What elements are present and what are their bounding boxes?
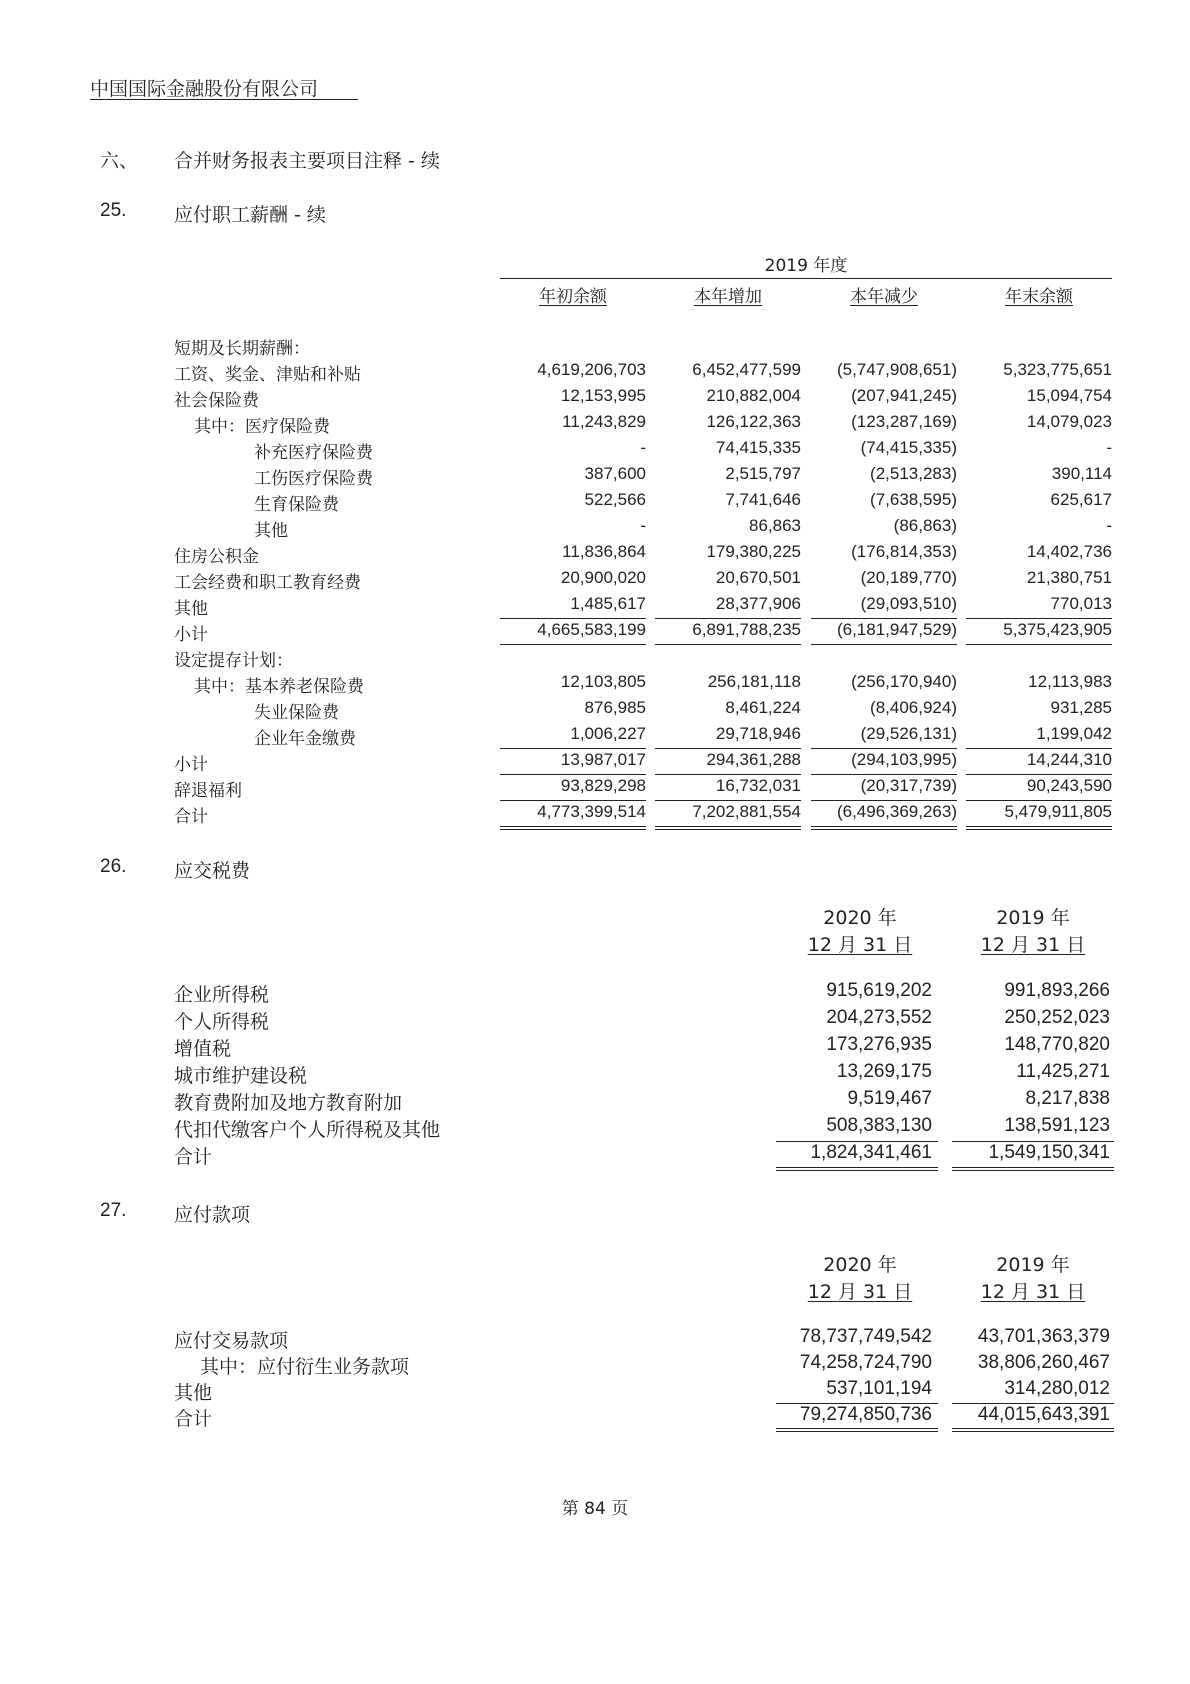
cell-closing: 390,114 (1051, 464, 1112, 483)
row-label: 合计 (174, 1408, 213, 1430)
cell-opening: 93,829,298 (560, 776, 646, 795)
total-double-rule (811, 826, 957, 830)
note-26-col-b-date: 12 月 31 日 (980, 934, 1086, 956)
subtotal-rule (655, 800, 801, 801)
subtotal-rule (500, 800, 646, 801)
cell-2019: 148,770,820 (1004, 1034, 1110, 1055)
cell-2019: 314,280,012 (1004, 1378, 1110, 1399)
cell-2020: 78,737,749,542 (799, 1326, 932, 1347)
cell-2019: 8,217,838 (1025, 1088, 1110, 1109)
cell-2020: 173,276,935 (826, 1034, 932, 1055)
total-double-rule (776, 1167, 938, 1171)
cell-closing: 12,113,983 (1028, 672, 1112, 691)
cell-increase: 16,732,031 (715, 776, 801, 795)
cell-increase: 256,181,118 (707, 672, 801, 691)
cell-2020: 204,273,552 (826, 1007, 932, 1028)
note-26-col-a-date: 12 月 31 日 (807, 934, 913, 956)
cell-2019: 138,591,123 (1004, 1115, 1110, 1136)
cell-decrease: (29,526,131) (860, 724, 957, 743)
cell-2020: 13,269,175 (836, 1061, 932, 1082)
cell-decrease: (8,406,924) (870, 698, 957, 717)
note-26-col-b-year: 2019 年 (996, 907, 1070, 929)
cell-2020: 74,258,724,790 (799, 1352, 932, 1373)
row-label: 应付交易款项 (174, 1330, 289, 1352)
cell-decrease: (20,317,739) (860, 776, 957, 795)
cell-increase: 7,741,646 (725, 490, 801, 509)
row-label: 其中：应付衍生业务款项 (200, 1356, 410, 1378)
cell-opening: 11,836,864 (562, 542, 646, 561)
table-row (0, 438, 1190, 462)
cell-opening: - (640, 516, 646, 535)
cell-increase: 6,891,788,235 (692, 620, 801, 639)
note-27-col-b-date: 12 月 31 日 (980, 1281, 1086, 1303)
subtotal-rule (952, 1141, 1114, 1142)
table-row (0, 1007, 1190, 1031)
table-row (0, 698, 1190, 722)
cell-2019: 43,701,363,379 (977, 1326, 1110, 1347)
row-label: 失业保险费 (254, 703, 339, 723)
cell-opening: - (640, 438, 646, 457)
cell-increase: 179,380,225 (706, 542, 801, 561)
cell-decrease: (74,415,335) (860, 438, 957, 457)
cell-2020: 915,619,202 (826, 980, 932, 1001)
cell-closing: 15,094,754 (1026, 386, 1112, 405)
subtotal-rule (966, 618, 1112, 619)
cell-decrease: (86,863) (893, 516, 957, 535)
cell-2019: 44,015,643,391 (977, 1404, 1110, 1425)
section-title: 合并财务报表主要项目注释 - 续 (174, 150, 440, 172)
row-label: 教育费附加及地方教育附加 (174, 1092, 403, 1114)
note-27-title: 应付款项 (174, 1204, 251, 1226)
subtotal-rule (776, 1403, 938, 1404)
cell-decrease: (6,496,369,263) (836, 802, 957, 821)
note-26-title: 应交税费 (174, 860, 251, 882)
col-header-increase: 本年增加 (694, 287, 762, 307)
cell-decrease: (2,513,283) (870, 464, 957, 483)
row-label: 社会保险费 (174, 391, 259, 411)
table-row (0, 1326, 1190, 1350)
cell-increase: 74,415,335 (715, 438, 801, 457)
subtotal-under-rule (966, 774, 1112, 775)
cell-closing: 625,617 (1050, 490, 1112, 509)
subtotal-under-rule (655, 774, 801, 775)
table-row (0, 334, 1190, 358)
table-row (0, 646, 1190, 670)
cell-2019: 991,893,266 (1004, 980, 1110, 1001)
cell-2020: 79,274,850,736 (799, 1404, 932, 1425)
total-double-rule (500, 826, 646, 830)
cell-opening: 12,103,805 (560, 672, 646, 691)
table-row (0, 594, 1190, 618)
table-row (0, 1088, 1190, 1112)
table-row (0, 1404, 1190, 1428)
table-row (0, 672, 1190, 696)
row-label: 小计 (174, 625, 208, 645)
table-row (0, 750, 1190, 774)
cell-closing: 14,244,310 (1026, 750, 1112, 769)
cell-decrease: (207,941,245) (851, 386, 957, 405)
cell-increase: 20,670,501 (715, 568, 801, 587)
subtotal-under-rule (500, 774, 646, 775)
subtotal-rule (966, 748, 1112, 749)
cell-opening: 4,773,399,514 (537, 802, 646, 821)
total-double-rule (776, 1428, 938, 1432)
row-label: 企业所得税 (174, 984, 270, 1006)
cell-closing: 90,243,590 (1026, 776, 1112, 795)
table-row (0, 568, 1190, 592)
subtotal-under-rule (811, 644, 957, 645)
row-label: 个人所得税 (174, 1011, 270, 1033)
subtotal-rule (500, 618, 646, 619)
cell-increase: 29,718,946 (715, 724, 801, 743)
note-27-number: 27. (100, 1200, 127, 1221)
subtotal-rule (655, 618, 801, 619)
cell-decrease: (7,638,595) (870, 490, 957, 509)
subtotal-rule (811, 748, 957, 749)
company-name: 中国国际金融股份有限公司 (90, 78, 319, 100)
row-label: 城市维护建设税 (174, 1065, 308, 1087)
subtotal-rule (811, 800, 957, 801)
row-label: 设定提存计划： (174, 651, 293, 671)
cell-decrease: (176,814,353) (851, 542, 957, 561)
cell-opening: 4,619,206,703 (537, 360, 646, 379)
row-label: 小计 (174, 755, 208, 775)
cell-decrease: (29,093,510) (860, 594, 957, 613)
row-label: 住房公积金 (174, 547, 259, 567)
note-25-title: 应付职工薪酬 - 续 (174, 204, 326, 226)
cell-increase: 2,515,797 (725, 464, 801, 483)
note-25-period: 2019 年度 (764, 256, 848, 276)
section-number: 六、 (100, 150, 139, 172)
cell-increase: 28,377,906 (715, 594, 801, 613)
table-row (0, 1142, 1190, 1166)
note-26-col-a-year: 2020 年 (823, 907, 897, 929)
table-row (0, 516, 1190, 540)
period-rule (500, 278, 1112, 279)
header-rule (90, 99, 358, 100)
cell-opening: 387,600 (584, 464, 646, 483)
cell-closing: 931,285 (1050, 698, 1112, 717)
row-label: 工伤医疗保险费 (254, 469, 373, 489)
cell-closing: 14,402,736 (1026, 542, 1112, 561)
cell-2019: 38,806,260,467 (977, 1352, 1110, 1373)
subtotal-under-rule (655, 644, 801, 645)
cell-2019: 250,252,023 (1004, 1007, 1110, 1028)
row-label: 其中：基本养老保险费 (194, 677, 364, 697)
row-label: 其他 (174, 1382, 213, 1404)
cell-closing: 5,479,911,805 (1004, 802, 1112, 821)
cell-opening: 1,006,227 (570, 724, 646, 743)
cell-increase: 210,882,004 (706, 386, 801, 405)
table-row (0, 1378, 1190, 1402)
cell-decrease: (123,287,169) (851, 412, 957, 431)
row-label: 工资、奖金、津贴和补贴 (174, 365, 361, 385)
col-header-closing: 年末余额 (1005, 287, 1073, 307)
cell-closing: 5,323,775,651 (1003, 360, 1112, 379)
cell-increase: 8,461,224 (725, 698, 801, 717)
cell-2020: 1,824,341,461 (810, 1142, 932, 1163)
cell-decrease: (5,747,908,651) (836, 360, 957, 379)
row-label: 企业年金缴费 (254, 729, 356, 749)
note-27-col-b-year: 2019 年 (996, 1254, 1070, 1276)
subtotal-rule (952, 1403, 1114, 1404)
cell-opening: 11,243,829 (562, 412, 646, 431)
row-label: 工会经费和职工教育经费 (174, 573, 361, 593)
cell-2020: 508,383,130 (826, 1115, 932, 1136)
note-26-number: 26. (100, 856, 127, 877)
cell-2020: 537,101,194 (826, 1378, 932, 1399)
subtotal-rule (500, 748, 646, 749)
cell-opening: 876,985 (584, 698, 646, 717)
cell-2019: 1,549,150,341 (988, 1142, 1110, 1163)
table-row (0, 360, 1190, 384)
row-label: 短期及长期薪酬： (174, 339, 310, 359)
cell-opening: 20,900,020 (560, 568, 646, 587)
table-row (0, 776, 1190, 800)
total-double-rule (952, 1428, 1114, 1432)
col-header-decrease: 本年减少 (850, 287, 918, 307)
cell-closing: 770,013 (1050, 594, 1112, 613)
note-27-col-a-year: 2020 年 (823, 1254, 897, 1276)
cell-increase: 86,863 (749, 516, 801, 535)
row-label: 补充医疗保险费 (254, 443, 373, 463)
cell-closing: 14,079,023 (1026, 412, 1112, 431)
cell-closing: 21,380,751 (1026, 568, 1112, 587)
row-label: 其中：医疗保险费 (194, 417, 330, 437)
total-double-rule (655, 826, 801, 830)
cell-closing: 1,199,042 (1036, 724, 1112, 743)
cell-increase: 6,452,477,599 (692, 360, 801, 379)
subtotal-under-rule (500, 644, 646, 645)
cell-decrease: (256,170,940) (851, 672, 957, 691)
cell-opening: 1,485,617 (570, 594, 646, 613)
table-row (0, 980, 1190, 1004)
col-header-opening: 年初余额 (539, 287, 607, 307)
cell-opening: 12,153,995 (560, 386, 646, 405)
row-label: 辞退福利 (174, 781, 242, 801)
table-row (0, 386, 1190, 410)
subtotal-rule (776, 1141, 938, 1142)
cell-2019: 11,425,271 (1016, 1061, 1110, 1082)
row-label: 生育保险费 (254, 495, 339, 515)
cell-increase: 126,122,363 (706, 412, 801, 431)
table-row (0, 620, 1190, 644)
note-25-number: 25. (100, 200, 127, 221)
total-double-rule (952, 1167, 1114, 1171)
table-row (0, 412, 1190, 436)
page-number: 第 84 页 (561, 1499, 629, 1519)
row-label: 合计 (174, 1146, 213, 1168)
subtotal-under-rule (966, 644, 1112, 645)
table-row (0, 542, 1190, 566)
row-label: 其他 (174, 599, 208, 619)
row-label: 增值税 (174, 1038, 232, 1060)
table-row (0, 724, 1190, 748)
table-row (0, 802, 1190, 826)
note-27-col-a-date: 12 月 31 日 (807, 1281, 913, 1303)
cell-decrease: (6,181,947,529) (836, 620, 957, 639)
row-label: 其他 (254, 521, 288, 541)
cell-increase: 294,361,288 (706, 750, 801, 769)
cell-closing: - (1106, 516, 1112, 535)
cell-closing: 5,375,423,905 (1003, 620, 1112, 639)
table-row (0, 490, 1190, 514)
subtotal-rule (966, 800, 1112, 801)
cell-increase: 7,202,881,554 (692, 802, 801, 821)
cell-opening: 13,987,017 (560, 750, 646, 769)
cell-2020: 9,519,467 (847, 1088, 932, 1109)
row-label: 合计 (174, 807, 208, 827)
cell-closing: - (1106, 438, 1112, 457)
row-label: 代扣代缴客户个人所得税及其他 (174, 1119, 441, 1141)
table-row (0, 1352, 1190, 1376)
subtotal-rule (811, 618, 957, 619)
cell-decrease: (20,189,770) (860, 568, 957, 587)
cell-opening: 4,665,583,199 (537, 620, 646, 639)
subtotal-under-rule (811, 774, 957, 775)
cell-decrease: (294,103,995) (851, 750, 957, 769)
table-row (0, 1115, 1190, 1139)
cell-opening: 522,566 (584, 490, 646, 509)
total-double-rule (966, 826, 1112, 830)
subtotal-rule (655, 748, 801, 749)
table-row (0, 464, 1190, 488)
table-row (0, 1061, 1190, 1085)
table-row (0, 1034, 1190, 1058)
